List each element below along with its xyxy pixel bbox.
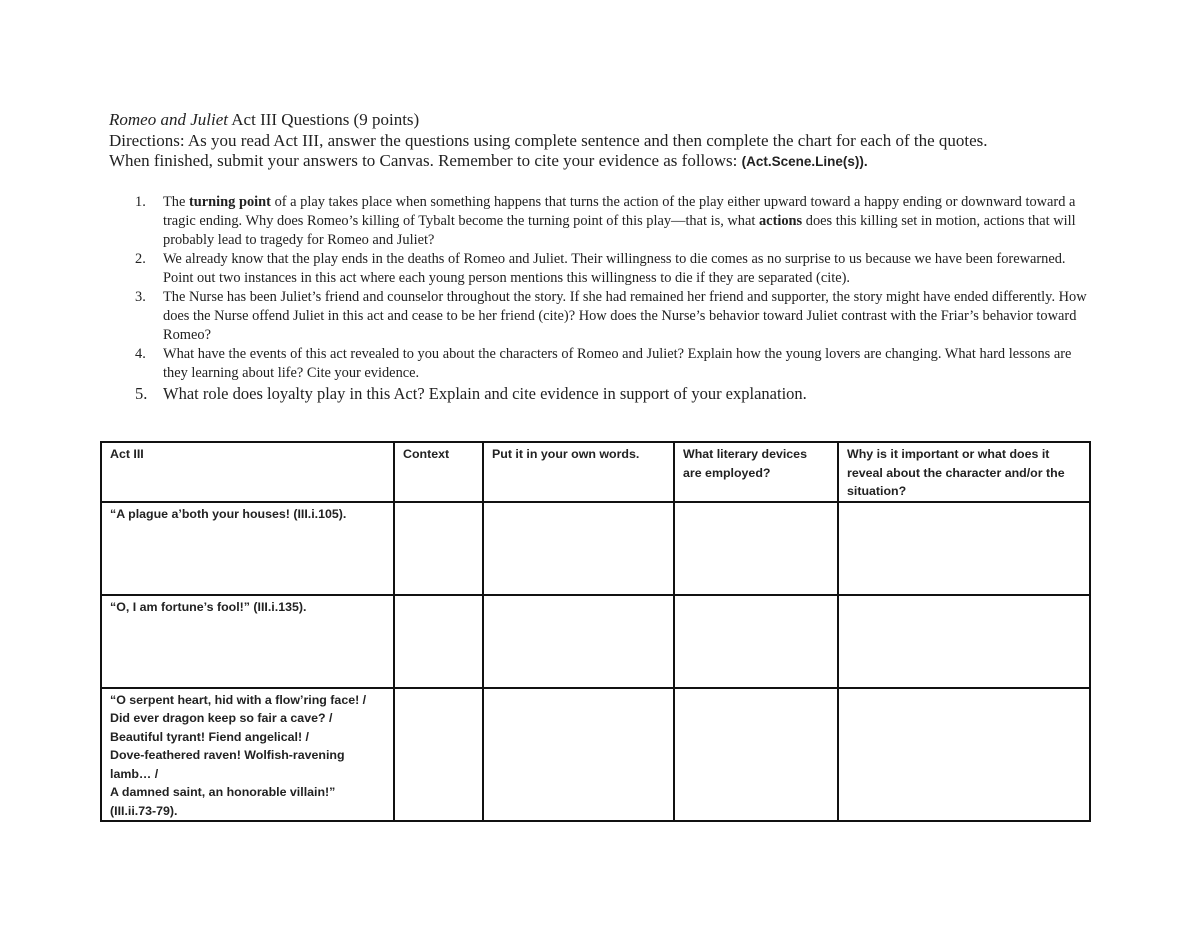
question-number: 4. [135,346,146,362]
question-number: 3. [135,289,146,305]
column-header-context: Context [394,442,483,502]
table-header-row [101,442,1090,502]
column-header-act: Act III [101,442,394,502]
question-item [135,383,1095,404]
question-bold-term: turning point [188,194,271,210]
question-number: 2. [135,251,146,267]
question-text: does this killing set in motion, actions that will probably lead to tragedy for Romeo and Juliet? [163,213,1076,248]
context-answer-cell[interactable] [394,688,483,822]
own-words-answer-cell[interactable] [483,502,674,595]
page-title [109,110,1109,131]
question-item [135,288,1095,345]
table-row [101,688,1090,822]
question-number: 5. [135,384,148,403]
literary-devices-answer-cell[interactable] [674,502,838,595]
directions-text: When finished, submit your answers to Canvas. Remember to cite your evidence as follows: [109,151,742,170]
header-block [109,110,1109,173]
question-item [135,250,1095,288]
column-header-own-words: Put it in your own words. [483,442,674,502]
directions-line-1: Directions: As you read Act III, answer the questions using complete sentence and then complete the chart for each of the quotes. [109,130,988,150]
questions-list [135,193,1095,404]
own-words-answer-cell[interactable] [483,595,674,688]
importance-answer-cell[interactable] [838,502,1090,595]
importance-answer-cell[interactable] [838,688,1090,822]
question-text: of a play takes place when something happens that turns the action of the play either upward toward a happy ending or downward toward a tragic ending. Why does Romeo’s killing of Tybalt become the turning point of this play—that is, what [163,194,1076,229]
quote-line: (III.ii.73-79). [110,803,178,818]
quote-cell [101,688,394,822]
question-bold-term: actions [758,213,803,229]
question-number: 1. [135,194,146,210]
quote-line: Dove-feathered raven! Wolfish-ravening lamb… / [110,748,345,781]
question-text: What have the events of this act revealed to you about the characters of Romeo and Juliet? Explain how the young lovers are changing. What hard lessons are they learning about life? Cite your evidence. [163,346,1072,381]
question-text: The Nurse has been Juliet’s friend and counselor throughout the story. If she had remained her friend and supporter, the story might have ended differently. How does the Nurse offend Juliet in this act and cease to be her friend (cite)? How does the Nurse’s behavior toward Juliet contrast with the Friar’s behavior toward Romeo? [163,289,1087,343]
literary-devices-answer-cell[interactable] [674,688,838,822]
question-text: The [163,194,189,210]
question-item [135,193,1095,250]
table-row [101,595,1090,688]
directions-line-2 [109,151,1109,173]
quote-line: “O serpent heart, hid with a flow’ring face! / [110,692,367,707]
cite-format: (Act.Scene.Line(s)). [741,154,868,169]
quote-line: “A plague a’both your houses! (III.i.105). [110,506,347,521]
quote-chart-table [100,441,1091,822]
context-answer-cell[interactable] [394,595,483,688]
importance-answer-cell[interactable] [838,595,1090,688]
quote-cell [101,502,394,595]
context-answer-cell[interactable] [394,502,483,595]
quote-line: Did ever dragon keep so fair a cave? / [110,711,333,725]
own-words-answer-cell[interactable] [483,688,674,822]
quote-cell [101,595,394,688]
column-header-literary-devices: What literary devices are employed? [674,442,838,502]
literary-devices-answer-cell[interactable] [674,595,838,688]
column-header-importance: Why is it important or what does it reveal about the character and/or the situation? [838,442,1090,502]
question-text: What role does loyalty play in this Act? Explain and cite evidence in support of your explanation. [163,384,807,403]
title-rest: Act III Questions (9 points) [227,110,420,129]
question-item [135,345,1095,383]
table-row [101,502,1090,595]
quote-line: A damned saint, an honorable villain!” [110,785,336,799]
quote-line: Beautiful tyrant! Fiend angelical! / [110,729,309,744]
quote-line: “O, I am fortune’s fool!” (III.i.135). [110,599,307,614]
title-italic: Romeo and Juliet [109,110,228,129]
question-text: We already know that the play ends in the deaths of Romeo and Juliet. Their willingness to die comes as no surprise to us because we have been forewarned. Point out two instances in this act where each young person mentions this willingness to die if they are separated (cite). [163,251,1066,286]
